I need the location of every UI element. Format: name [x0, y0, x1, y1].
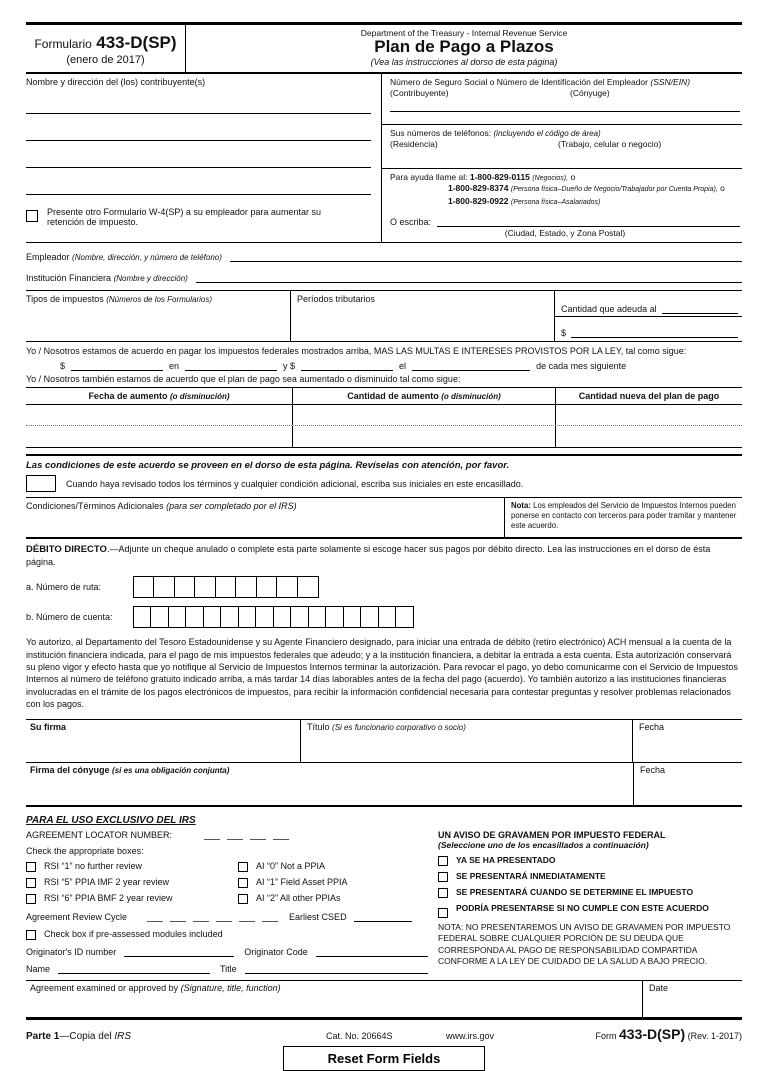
- employer-line[interactable]: [230, 251, 742, 262]
- title-cell[interactable]: [301, 720, 633, 762]
- increase-date-header: Fecha de aumento (o disminución): [26, 388, 293, 404]
- arc-blank[interactable]: [216, 913, 232, 922]
- increase-amount-note: (o disminución): [441, 392, 501, 402]
- increase-row2-new[interactable]: [556, 426, 742, 447]
- preassessed-label: Check box if pre-assessed modules included: [44, 928, 223, 939]
- w4-checkbox-label: Presente otro Formulario W-4(SP) a su empleador para aumentar su retención de impuesto.: [47, 207, 321, 227]
- name-label: Name: [26, 963, 51, 974]
- lien-subheading: (Seleccione uno de los encasillados a continuación): [438, 839, 649, 850]
- tax-types-label: Tipos de impuestos: [26, 294, 104, 305]
- rsi6-checkbox[interactable]: [26, 894, 36, 904]
- originator-code-line[interactable]: [316, 946, 428, 957]
- digit-box[interactable]: [238, 606, 257, 628]
- increase-row1-date[interactable]: [26, 405, 293, 425]
- contact-column: [382, 74, 742, 242]
- help-or-1: o: [570, 172, 576, 182]
- taxpayer-name-cell: [26, 74, 382, 242]
- digit-box[interactable]: [194, 576, 216, 598]
- rsi5-checkbox[interactable]: [26, 878, 36, 888]
- phones-cell: [382, 124, 742, 168]
- amount-owed-line[interactable]: [571, 327, 738, 338]
- digit-box[interactable]: [150, 606, 169, 628]
- help-phone-3: 1-800-829-0922: [448, 196, 509, 207]
- spouse-signature-label: Firma del cónyuge: [30, 764, 110, 775]
- originator-code-label: Originator Code: [244, 946, 308, 957]
- payment-y-dollar: y $: [283, 361, 296, 372]
- name-address-line[interactable]: [26, 157, 371, 168]
- increase-row-1: [26, 405, 742, 426]
- lien-option-label: SE PRESENTARÁ INMEDIATAMENTE: [456, 870, 606, 881]
- digit-box[interactable]: [133, 606, 152, 628]
- ai2-checkbox[interactable]: [238, 894, 248, 904]
- lien-determined-checkbox[interactable]: [438, 888, 448, 898]
- ssn-line[interactable]: [390, 101, 740, 112]
- increase-row-2: [26, 426, 742, 447]
- aln-blank[interactable]: [273, 831, 289, 840]
- catalog-number: Cat. No. 20664S: [326, 1030, 393, 1041]
- ssn-spouse-label: (Cónyuge): [570, 88, 610, 98]
- your-signature-cell[interactable]: Su firma: [26, 720, 301, 762]
- lien-option-label: SE PRESENTARÁ CUANDO SE DETERMINE EL IMPUESTO: [456, 886, 694, 897]
- write-label: O escriba:: [390, 217, 432, 228]
- account-number-boxes[interactable]: [134, 606, 414, 628]
- agency-name: Department of the Treasury - Internal Revenue Service: [360, 28, 568, 38]
- lien-immediate-checkbox[interactable]: [438, 872, 448, 882]
- lien-option-label: YA SE HA PRESENTADO: [456, 854, 556, 865]
- digit-box[interactable]: [185, 606, 204, 628]
- increase-row1-new[interactable]: [556, 405, 742, 425]
- nota-text: Los empleados del Servicio de Impuestos Internos pueden ponerse en contacto con terceros para poder tramitar y mantener este acuerdo.: [511, 501, 737, 531]
- lien-nota-text: NOTA: NO PRESENTAREMOS UN AVISO DE GRAVAMEN POR IMPUESTO FEDERAL SOBRE CUALQUIER PORCIÓN DE SU DEUDA QUE CORRESPONDA AL PAGO DE RESPONSABILIDAD COMPARTIDA CONFORME A LA LEY DE CUIDADO DE LA SALUD A BAJO PRECIO.: [438, 921, 731, 967]
- initials-box[interactable]: [26, 475, 56, 492]
- account-number-label: b. Número de cuenta:: [26, 612, 113, 623]
- payment-amount-line[interactable]: [71, 360, 163, 371]
- employer-label: Empleador: [26, 252, 70, 263]
- approval-row: [26, 980, 742, 1020]
- lien-column: [438, 830, 742, 974]
- help-intro: Para ayuda llame al:: [390, 172, 468, 182]
- help-phone-3-note: (Persona física–Asalariados): [510, 199, 601, 207]
- nota-cell: [504, 498, 742, 537]
- title-line[interactable]: [245, 963, 428, 974]
- irs-website: www.irs.gov: [446, 1030, 495, 1041]
- name-address-line[interactable]: [26, 130, 371, 141]
- tax-periods-label: Períodos tributarios: [297, 294, 376, 305]
- lien-heading: UN AVISO DE GRAVAMEN POR IMPUESTO FEDERAL: [438, 829, 666, 840]
- additional-conditions-cell[interactable]: [26, 498, 504, 537]
- form-date: (enero de 2017): [66, 54, 145, 66]
- reset-form-fields-button[interactable]: Reset Form Fields: [283, 1046, 486, 1071]
- rsi6-label: RSI “6” PPIA BMF 2 year review: [44, 892, 173, 903]
- city-state-zip-label: (Ciudad, Estado, y Zona Postal): [504, 228, 626, 239]
- ssn-cell: [382, 74, 742, 124]
- ai0-checkbox[interactable]: [238, 862, 248, 872]
- increase-amount-header: Cantidad de aumento (o disminución): [293, 388, 556, 404]
- reset-button-area: [26, 1046, 742, 1071]
- increase-row2-amount[interactable]: [293, 426, 556, 447]
- ai1-label: AI “1” Field Asset PPIA: [256, 876, 348, 887]
- financial-note: (Nombre y dirección): [113, 274, 188, 284]
- digit-box[interactable]: [325, 606, 344, 628]
- phones-label-note: (incluyendo el código de área): [493, 129, 601, 138]
- digit-box[interactable]: [256, 576, 278, 598]
- debit-authorization-paragraph: Yo autorizo, al Departamento del Tesoro Estadounidense y su Agente Financiero designado, para iniciar una entrada de débito (retiro electrónico) ACH mensual a la cuenta de la institución financiera indicada, para el pago de mis impuestos federales que adeudo; y a la institución financiera, a debitar la entrada a esta cuenta. Esta autorización conservará su pleno vigor y efecto hasta que yo notifique al Servicio de Impuestos Internos terminar la autorización. Para revocar el pago, yo debo comunicarme con el Servicio de Impuestos Internos al número de teléfono gratuito indicado arriba, a más tardar 14 días laborables antes de la fecha del pago (acuerdo). Yo también autorizo a las instituciones financieras involucradas en el trámite de los pagos electrónicos de impuestos, para recibir la información confidencial necesaria para contestar preguntas y resolver problemas relacionados con los pagos.: [26, 637, 738, 710]
- lien-default-checkbox[interactable]: [438, 908, 448, 918]
- digit-box[interactable]: [133, 576, 155, 598]
- direct-debit-text: .—Adjunte un cheque anulado o complete esta parte solamente si escoge hacer sus pagos por débito directo. Lea las instrucciones en el dorso de ésta página.: [26, 544, 711, 567]
- additional-conditions-row: [26, 497, 742, 539]
- digit-box[interactable]: [203, 606, 222, 628]
- rsi1-label: RSI “1” no further review: [44, 860, 143, 871]
- digit-box[interactable]: [273, 606, 292, 628]
- payment-date-line[interactable]: [185, 360, 277, 371]
- ssn-label-note: (SSN/EIN): [650, 77, 691, 87]
- increase-row1-amount[interactable]: [293, 405, 556, 425]
- footer-part-irs: IRS: [114, 1030, 132, 1042]
- form-number-block: [26, 25, 186, 72]
- amount-owed-cell: [555, 291, 742, 341]
- irs-use-section: [26, 830, 742, 974]
- routing-number-boxes[interactable]: [134, 576, 319, 598]
- payment-terms-line: [26, 358, 742, 374]
- approval-date-cell[interactable]: Date: [642, 981, 742, 1017]
- spouse-signature-note: (si es una obligación conjunta): [112, 765, 230, 775]
- payment-suffix: de cada mes siguiente: [536, 361, 627, 372]
- lien-option-label: PODRÍA PRESENTARSE SI NO CUMPLE CON ESTE ACUERDO: [456, 902, 709, 913]
- originator-id-line[interactable]: [124, 946, 234, 957]
- amount-owed-date-line[interactable]: [662, 303, 738, 314]
- digit-box[interactable]: [168, 606, 187, 628]
- form-label: Formulario: [34, 37, 92, 51]
- aln-label: AGREEMENT LOCATOR NUMBER:: [26, 829, 173, 840]
- direct-debit-title: DÉBITO DIRECTO: [26, 544, 107, 556]
- arc-blank[interactable]: [262, 913, 278, 922]
- ai1-checkbox[interactable]: [238, 878, 248, 888]
- irs-use-left-column: [26, 830, 438, 974]
- payment-el: el: [399, 361, 407, 372]
- date-cell-2[interactable]: Fecha: [633, 763, 742, 805]
- footer-form-id: Form 433-D(SP) (Rev. 1-2017): [595, 1025, 742, 1042]
- digit-box[interactable]: [378, 606, 397, 628]
- digit-box[interactable]: [360, 606, 379, 628]
- help-phone-2: 1-800-829-8374: [448, 183, 509, 193]
- arc-blank[interactable]: [193, 913, 209, 922]
- payment-day-line[interactable]: [412, 360, 530, 371]
- tax-periods-cell[interactable]: [291, 291, 555, 341]
- form-title-block: [186, 25, 742, 72]
- ai2-label: AI “2” All other PPIAs: [256, 892, 341, 903]
- title-field-label: Title: [220, 963, 237, 974]
- arc-label: Agreement Review Cycle: [26, 911, 128, 922]
- additional-conditions-label: Condiciones/Términos Adicionales: [26, 501, 164, 512]
- financial-line[interactable]: [196, 272, 742, 283]
- taxpayer-section: [26, 74, 742, 243]
- initials-row: [26, 475, 742, 492]
- account-number-row: [26, 606, 742, 628]
- employer-note: (Nombre, dirección, y número de teléfono): [72, 253, 222, 263]
- increase-table: [26, 387, 742, 448]
- approval-label: Agreement examined or approved by: [30, 982, 179, 993]
- arc-blank[interactable]: [170, 913, 186, 922]
- phone-work-label: (Trabajo, celular o negocio): [558, 139, 662, 149]
- digit-box[interactable]: [153, 576, 175, 598]
- footer: [26, 1020, 742, 1042]
- preassessed-checkbox[interactable]: [26, 930, 36, 940]
- w4-checkbox[interactable]: [26, 210, 38, 222]
- increase-date-note: (o disminución): [169, 392, 230, 402]
- tax-types-note: (Números de los Formularios): [106, 295, 213, 305]
- arc-blank[interactable]: [239, 913, 255, 922]
- arc-blank[interactable]: [147, 913, 163, 922]
- title-label: Título: [307, 721, 330, 732]
- aln-blank[interactable]: [227, 831, 243, 840]
- amount-owed-label: Cantidad que adeuda al: [561, 304, 657, 315]
- additional-conditions-note: (para ser completado por el IRS): [166, 501, 297, 512]
- page-title: Plan de Pago a Plazos: [374, 37, 554, 56]
- digit-box[interactable]: [276, 576, 298, 598]
- agreement-paragraph-1: Yo / Nosotros estamos de acuerdo en pagar los impuestos federales mostrados arriba, MAS LAS MULTAS E INTERESES PROVISTOS POR LA LEY, tal como sigue:: [26, 346, 687, 357]
- digit-box[interactable]: [174, 576, 196, 598]
- digit-box[interactable]: [235, 576, 257, 598]
- digit-box[interactable]: [343, 606, 362, 628]
- digit-box[interactable]: [255, 606, 274, 628]
- tax-types-cell[interactable]: [26, 291, 291, 341]
- digit-box[interactable]: [290, 606, 309, 628]
- name-address-line[interactable]: [26, 103, 371, 114]
- spouse-signature-cell[interactable]: [26, 763, 633, 805]
- csed-label: Earliest CSED: [289, 911, 347, 922]
- digit-box[interactable]: [395, 606, 414, 628]
- name-address-line[interactable]: [26, 184, 371, 195]
- employer-row: [26, 243, 742, 264]
- name-address-label: Nombre y dirección del (los) contribuyente(s): [26, 77, 206, 87]
- help-phone-2-note: (Persona física–Dueño de Negocio/Trabajador por Cuenta Propia),: [510, 186, 718, 193]
- routing-number-row: [26, 576, 742, 598]
- increase-row2-date[interactable]: [26, 426, 293, 447]
- date-cell-1[interactable]: Fecha: [639, 721, 665, 732]
- ai0-label: AI “0” Not a PPIA: [256, 860, 326, 871]
- nota-label: Nota:: [511, 501, 531, 511]
- financial-label: Institución Financiera: [26, 273, 112, 284]
- aln-blank[interactable]: [250, 831, 266, 840]
- digit-box[interactable]: [308, 606, 327, 628]
- agreement-paragraph-2: Yo / Nosotros también estamos de acuerdo que el plan de pago sea aumentado o disminuido tal como sigue:: [26, 374, 461, 385]
- phones-label: Sus números de teléfonos:: [390, 128, 492, 138]
- rsi5-label: RSI “5” PPIA IMF 2 year review: [44, 876, 170, 887]
- footer-form-number: 433-D(SP): [619, 1025, 686, 1042]
- ssn-taxpayer-label: (Contribuyente): [390, 88, 449, 98]
- footer-part-number: Parte 1: [26, 1030, 60, 1042]
- initials-text: Cuando haya revisado todos los términos y cualquier condición adicional, escriba sus iniciales en este encasillado.: [66, 478, 524, 489]
- check-boxes-label: Check the appropriate boxes:: [26, 845, 144, 856]
- dollar-sign: $: [561, 328, 567, 339]
- ssn-label: Número de Seguro Social o Número de Identificación del Empleador: [390, 77, 648, 87]
- help-phone-1: 1-800-829-0115: [469, 172, 530, 182]
- signature-table: [26, 719, 742, 807]
- title-note: (Si es funcionario corporativo o socio): [332, 722, 466, 732]
- tax-types-table: [26, 290, 742, 342]
- help-phone-1-note: (Negocios),: [532, 175, 569, 182]
- name-line[interactable]: [58, 963, 210, 974]
- payment-en: en: [169, 361, 180, 372]
- payment-amount2-line[interactable]: [301, 360, 393, 371]
- form-header: [26, 22, 742, 74]
- lien-filed-checkbox[interactable]: [438, 856, 448, 866]
- form-number: 433-D(SP): [96, 33, 177, 52]
- help-or-2: o: [720, 183, 725, 193]
- payment-dollar: $: [60, 361, 66, 372]
- direct-debit-intro: [26, 539, 742, 568]
- rsi1-checkbox[interactable]: [26, 862, 36, 872]
- form-subtitle: (Vea las instrucciones al dorso de esta página): [370, 56, 558, 67]
- digit-box[interactable]: [220, 606, 239, 628]
- phone-home-label: (Residencia): [390, 139, 438, 149]
- approval-cell[interactable]: [26, 981, 642, 1017]
- digit-box[interactable]: [297, 576, 319, 598]
- routing-number-label: a. Número de ruta:: [26, 582, 102, 593]
- approval-note: (Signature, title, function): [180, 982, 281, 993]
- new-amount-header: Cantidad nueva del plan de pago: [578, 391, 720, 402]
- irs-use-heading: PARA EL USO EXCLUSIVO DEL IRS: [26, 814, 196, 826]
- originator-id-label: Originator's ID number: [26, 946, 117, 957]
- footer-part: Parte 1—Copia del IRS: [26, 1030, 132, 1042]
- conditions-notice: Las condiciones de este acuerdo se proveen en el dorso de esta página. Revíselas con atención, por favor.: [26, 454, 742, 471]
- financial-row: [26, 264, 742, 285]
- digit-box[interactable]: [215, 576, 237, 598]
- help-cell: [382, 168, 742, 242]
- write-line[interactable]: [437, 216, 740, 227]
- csed-line[interactable]: [354, 911, 412, 922]
- aln-blank[interactable]: [204, 831, 220, 840]
